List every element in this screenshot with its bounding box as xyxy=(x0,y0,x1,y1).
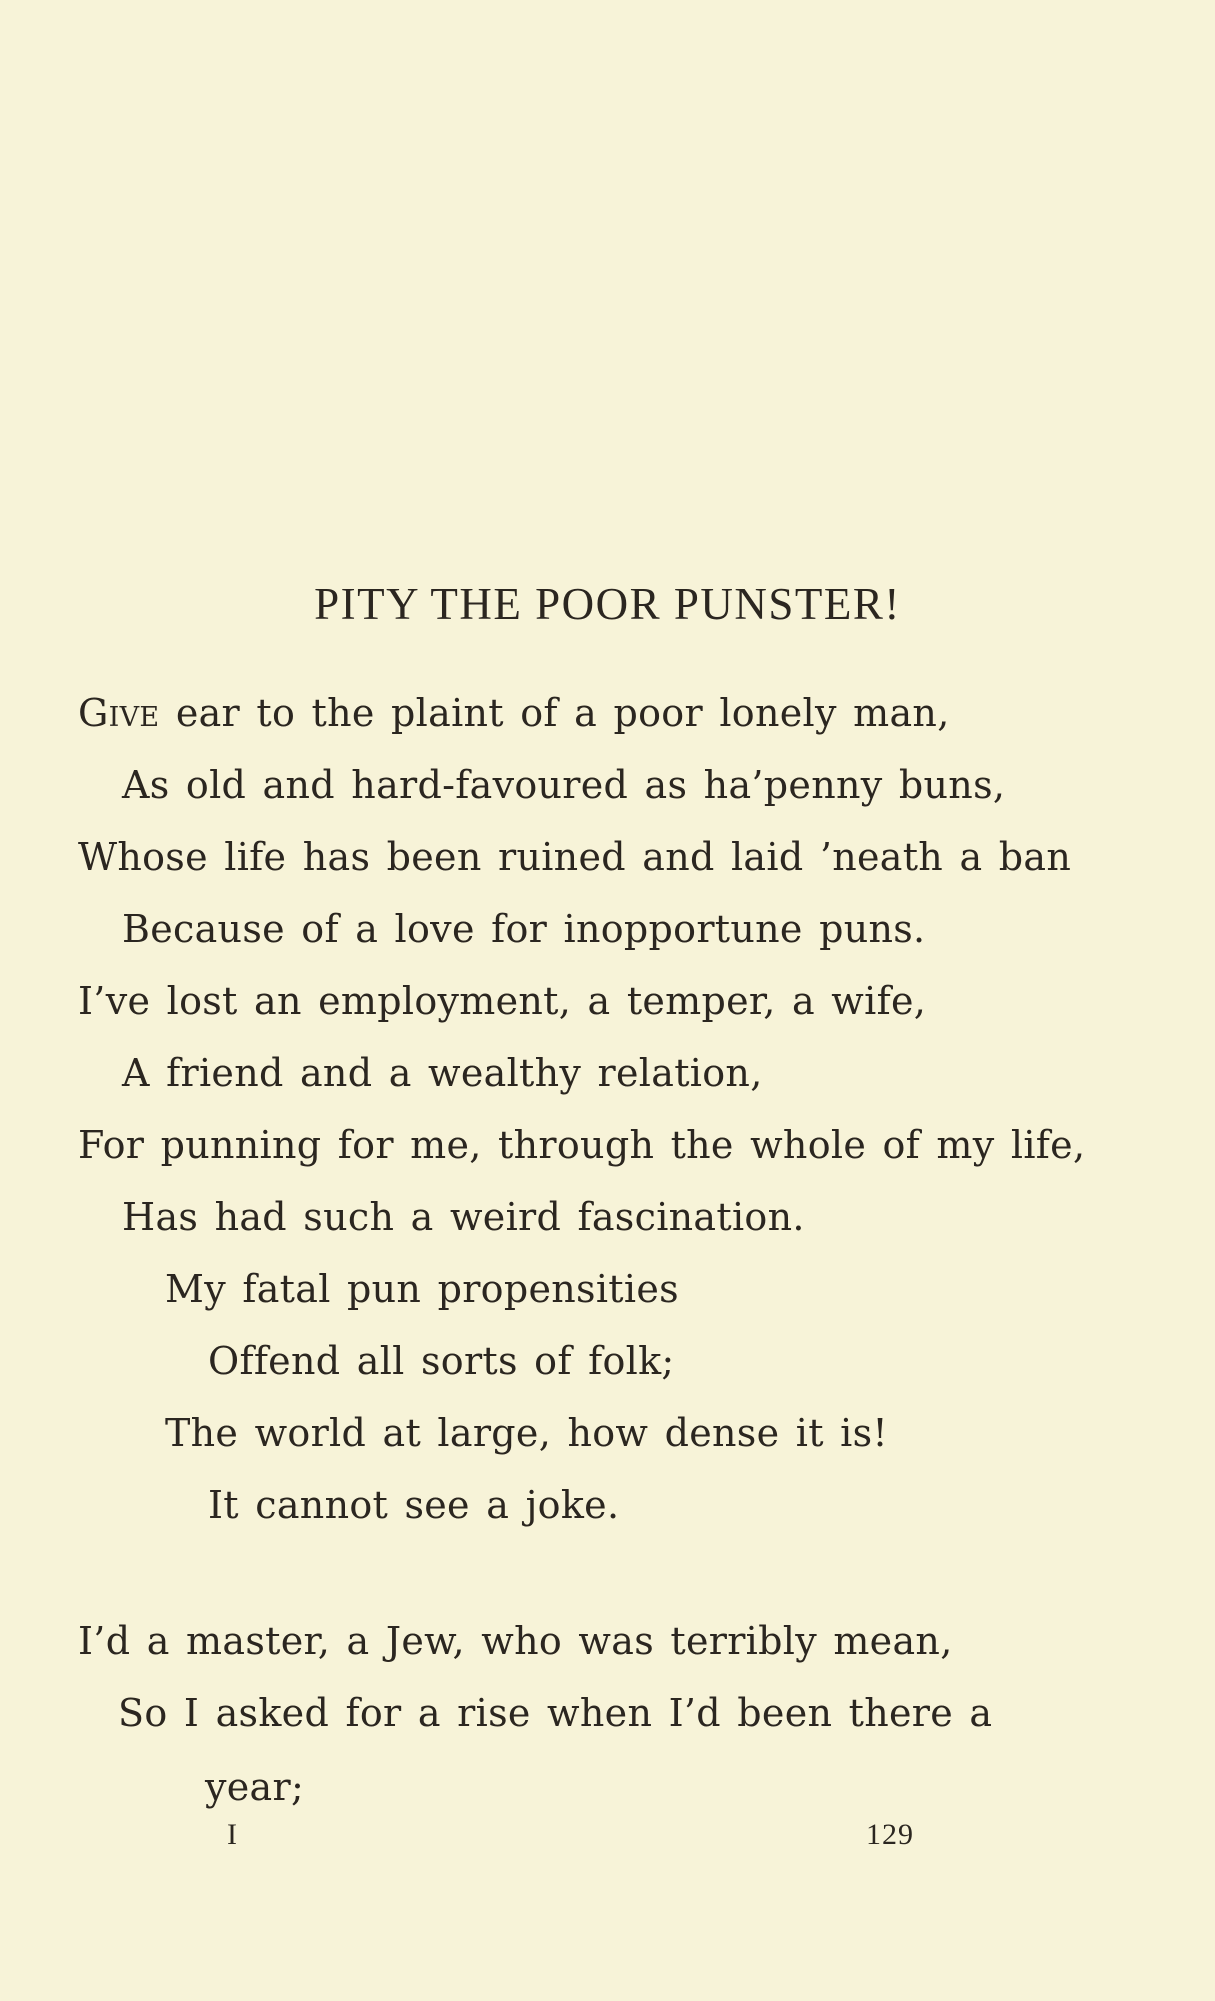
poem-line: The world at large, how dense it is! xyxy=(165,1411,889,1455)
poem-line: Offend all sorts of folk; xyxy=(208,1339,675,1383)
poem-line: So I asked for a rise when I’d been there a xyxy=(118,1691,993,1735)
poem-line: As old and hard-favoured as ha’penny buns, xyxy=(122,763,1006,807)
poem-line: I’ve lost an employment, a temper, a wife, xyxy=(78,979,927,1023)
poem-line: My fatal pun propensities xyxy=(165,1267,679,1311)
poem-title: PITY THE POOR PUNSTER! xyxy=(314,579,901,629)
poem-line: It cannot see a joke. xyxy=(208,1483,620,1527)
poem-line xyxy=(78,690,950,736)
poem-line: Whose life has been ruined and laid ’neath a ban xyxy=(78,835,1072,879)
poem-line: I’d a master, a Jew, who was terribly mean, xyxy=(78,1619,953,1663)
poem-line: Has had such a weird fascination. xyxy=(122,1195,805,1239)
poem-first-word: Give xyxy=(78,691,160,735)
poem-line: year; xyxy=(205,1765,305,1809)
page-number: 129 xyxy=(866,1818,914,1851)
poem-line: A friend and a wealthy relation, xyxy=(122,1051,763,1095)
poem-line-rest: ear to the plaint of a poor lonely man, xyxy=(159,691,950,735)
signature-mark: I xyxy=(227,1818,237,1851)
poem-line: Because of a love for inopportune puns. xyxy=(122,907,926,951)
poem-line: For punning for me, through the whole of my life, xyxy=(78,1123,1086,1167)
